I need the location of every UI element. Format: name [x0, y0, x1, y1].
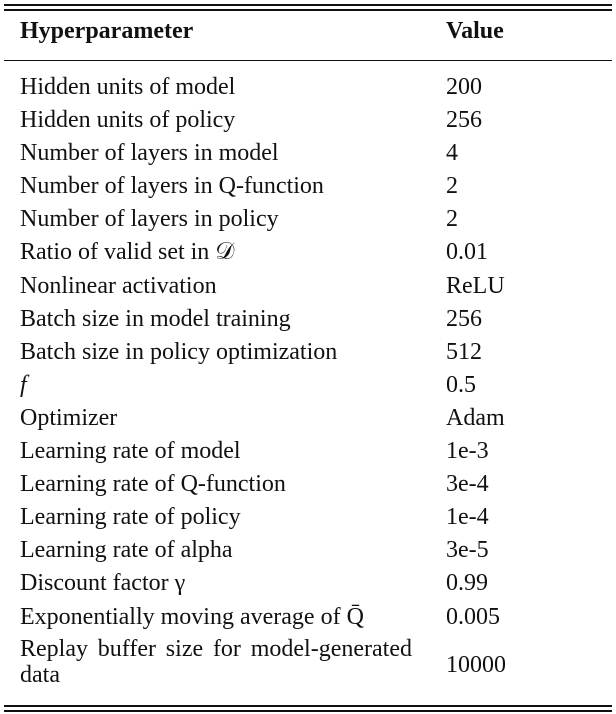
- bottom-rule-inner: [4, 710, 612, 712]
- param-value: 0.99: [446, 570, 488, 597]
- table-row: [0, 634, 616, 694]
- table-row: [0, 203, 616, 236]
- table-row: [0, 468, 616, 501]
- param-name: Exponentially moving average of Q̄: [20, 603, 364, 630]
- header-hyperparameter: Hyperparameter: [20, 18, 194, 44]
- param-value: 256: [446, 305, 482, 332]
- param-value: 3e-4: [446, 471, 489, 498]
- table-row: [0, 303, 616, 336]
- param-value: 2: [446, 206, 458, 233]
- param-value: 1e-4: [446, 504, 489, 531]
- table-row: [0, 369, 616, 402]
- param-name: f: [20, 371, 27, 398]
- param-value: 200: [446, 74, 482, 100]
- param-name: Replay buffer size for model-generated data: [20, 635, 412, 688]
- table-row: [0, 170, 616, 203]
- param-value: 3e-5: [446, 537, 489, 564]
- param-name: Hidden units of model: [20, 74, 236, 100]
- table-header: [0, 16, 616, 54]
- param-value: 1e-3: [446, 438, 489, 465]
- param-name: Batch size in policy optimization: [20, 338, 338, 365]
- param-name: Nonlinear activation: [20, 272, 217, 299]
- bottom-rule: [4, 705, 612, 707]
- table-row: [0, 402, 616, 435]
- param-value: ReLU: [446, 272, 505, 299]
- param-value: 256: [446, 107, 482, 134]
- param-name: Number of layers in model: [20, 140, 279, 167]
- param-value: 4: [446, 140, 458, 167]
- param-value: 10000: [446, 651, 506, 678]
- param-name: Learning rate of Q-function: [20, 471, 286, 498]
- table-row: [0, 336, 616, 369]
- top-rule-inner: [4, 9, 612, 11]
- table-row: [0, 534, 616, 567]
- table-row: [0, 501, 616, 534]
- table-row: [0, 137, 616, 170]
- table-row: [0, 601, 616, 634]
- table-row: [0, 236, 616, 269]
- param-name: Learning rate of alpha: [20, 537, 233, 564]
- param-name: Batch size in model training: [20, 305, 291, 332]
- param-name: Learning rate of policy: [20, 504, 241, 531]
- param-name: Hidden units of policy: [20, 107, 236, 134]
- table-row: [0, 435, 616, 468]
- param-name: Learning rate of model: [20, 438, 241, 465]
- table-row: [0, 71, 616, 104]
- table-row: [0, 567, 616, 600]
- param-value: 2: [446, 173, 458, 200]
- header-rule: [4, 60, 612, 61]
- top-rule: [4, 4, 612, 6]
- table-row: [0, 270, 616, 303]
- param-name: Optimizer: [20, 404, 118, 431]
- param-name: Number of layers in Q-function: [20, 173, 324, 200]
- param-value: Adam: [446, 404, 505, 431]
- param-name: Ratio of valid set in 𝒟: [20, 239, 235, 266]
- param-value: 0.5: [446, 371, 476, 398]
- param-name: Number of layers in policy: [20, 206, 279, 233]
- table-row: [0, 104, 616, 137]
- table-body: [0, 71, 616, 694]
- param-name: Discount factor γ: [20, 570, 186, 597]
- param-value: 0.01: [446, 239, 488, 266]
- header-value: Value: [446, 18, 504, 44]
- param-value: 0.005: [446, 603, 500, 630]
- param-value: 512: [446, 338, 482, 365]
